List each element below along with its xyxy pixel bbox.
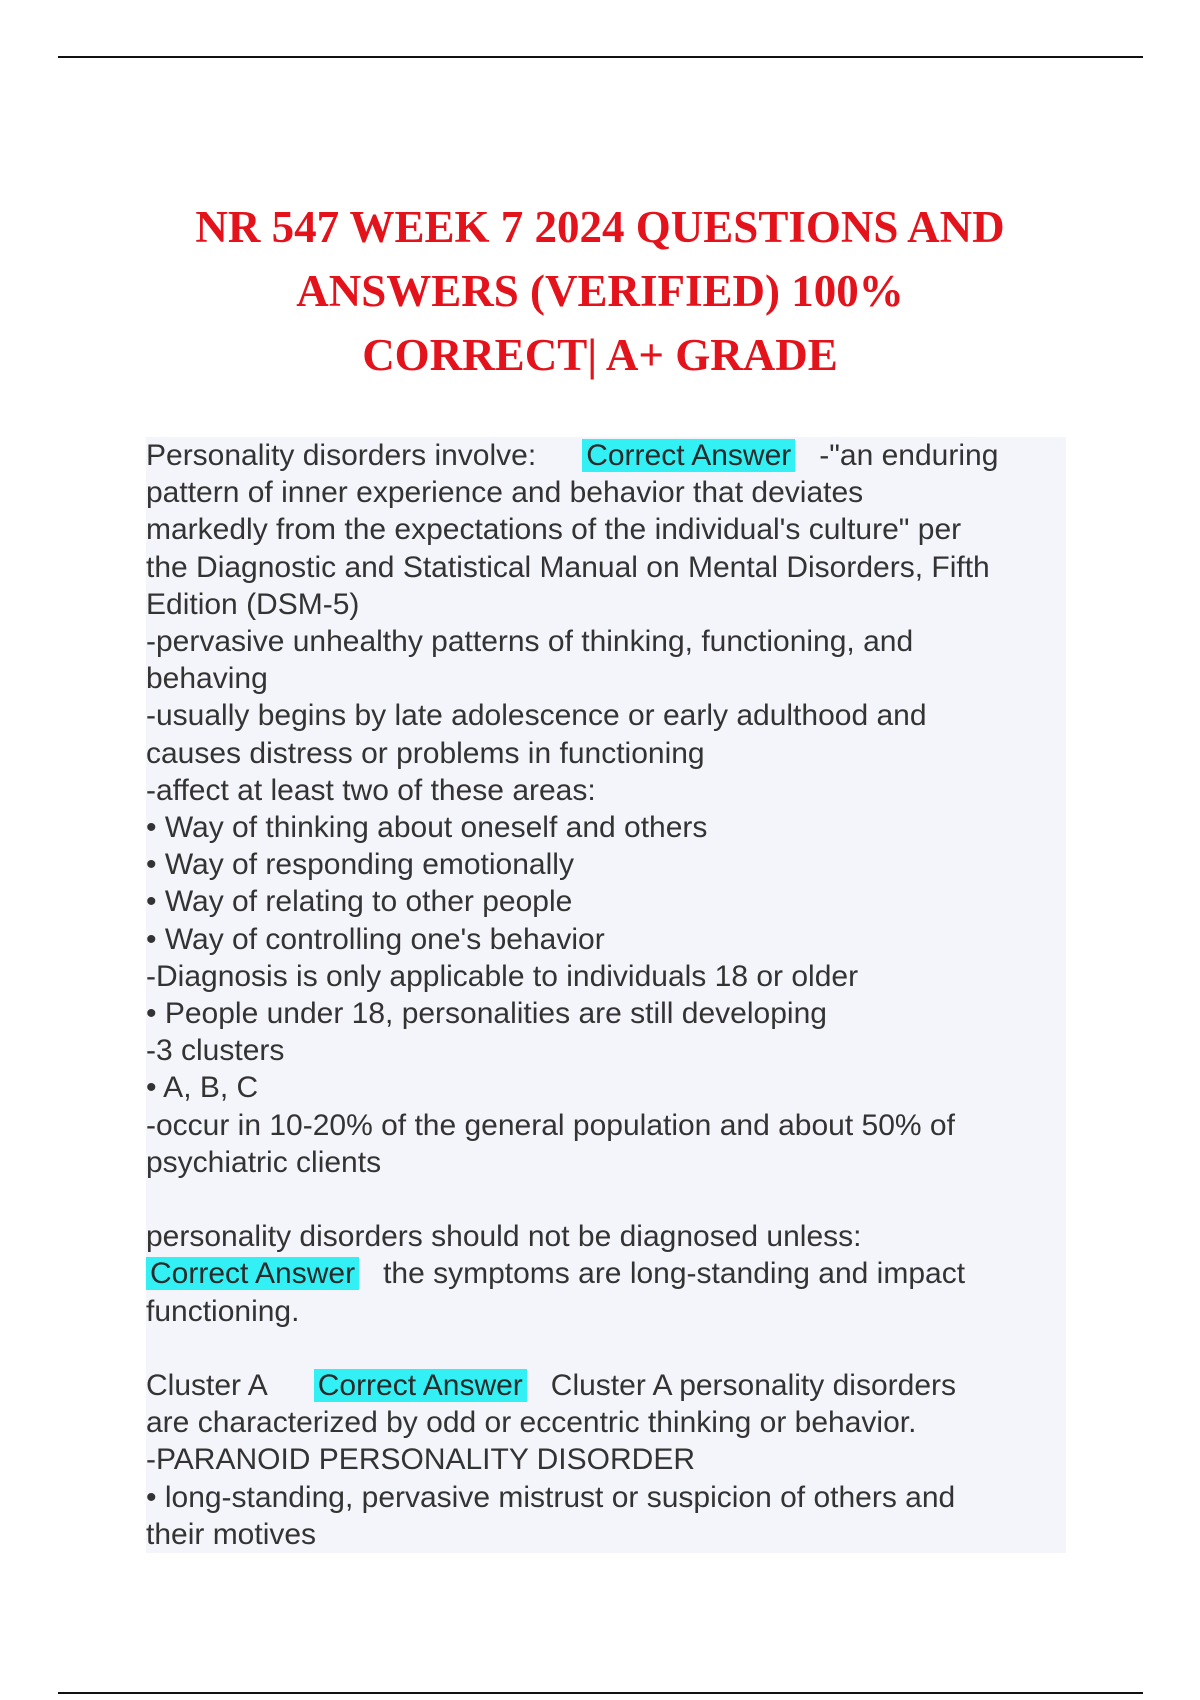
answer-text: Cluster A personality disorders	[550, 1369, 956, 1403]
answer-line: -PARANOID PERSONALITY DISORDER	[146, 1443, 695, 1477]
qa-item	[146, 1367, 1066, 1553]
qa-answer-line	[146, 1255, 1066, 1292]
answer-line: the Diagnostic and Statistical Manual on Mental Disorders, Fifth	[146, 550, 990, 584]
correct-answer-label: Correct Answer	[314, 1369, 527, 1402]
qa-item	[146, 1218, 1066, 1330]
answer-line: their motives	[146, 1517, 317, 1551]
answer-line: functioning.	[146, 1294, 300, 1328]
answer-line: -Diagnosis is only applicable to individuals 18 or older	[146, 959, 859, 993]
answer-line: • Way of responding emotionally	[146, 848, 574, 882]
top-rule	[58, 56, 1143, 58]
qa-item	[146, 437, 1066, 1181]
answer-line: markedly from the expectations of the individual's culture" per	[146, 513, 962, 547]
answer-line: -occur in 10-20% of the general population and about 50% of	[146, 1108, 955, 1142]
bottom-rule	[58, 1692, 1143, 1694]
answer-line: are characterized by odd or eccentric thinking or behavior.	[146, 1406, 917, 1440]
answer-line: -pervasive unhealthy patterns of thinking, functioning, and	[146, 625, 914, 659]
question-text: Personality disorders involve:	[146, 439, 537, 472]
title-line-1: NR 547 WEEK 7 2024 QUESTIONS AND	[195, 202, 1005, 252]
answer-line: • Way of thinking about oneself and others	[146, 811, 708, 845]
paragraph-gap	[146, 1181, 1066, 1218]
answer-line: Edition (DSM-5)	[146, 587, 360, 621]
answer-line: psychiatric clients	[146, 1145, 382, 1179]
answer-text: the symptoms are long-standing and impact	[383, 1257, 966, 1291]
answer-text: -"an enduring	[819, 439, 999, 472]
answer-line: -3 clusters	[146, 1034, 285, 1068]
qa-content	[146, 437, 1066, 1553]
answer-line: -affect at least two of these areas:	[146, 773, 596, 807]
answer-line: • Way of controlling one's behavior	[146, 922, 605, 956]
answer-line: • Way of relating to other people	[146, 885, 573, 919]
answer-line: causes distress or problems in functioning	[146, 736, 705, 770]
answer-line: -usually begins by late adolescence or early adulthood and	[146, 699, 927, 733]
answer-line: • A, B, C	[146, 1071, 259, 1105]
document-title	[100, 195, 1100, 387]
qa-first-line	[146, 1367, 1066, 1404]
title-line-3: CORRECT| A+ GRADE	[362, 330, 838, 380]
qa-first-line	[146, 437, 1066, 474]
question-text: personality disorders should not be diagnosed unless:	[146, 1220, 862, 1254]
answer-line: • long-standing, pervasive mistrust or suspicion of others and	[146, 1480, 956, 1514]
title-line-2: ANSWERS (VERIFIED) 100%	[296, 266, 904, 316]
question-text: Cluster A	[146, 1369, 268, 1403]
paragraph-gap	[146, 1330, 1066, 1367]
answer-line: pattern of inner experience and behavior that deviates	[146, 476, 864, 510]
answer-line: behaving	[146, 662, 268, 696]
correct-answer-label: Correct Answer	[582, 439, 795, 472]
answer-line: • People under 18, personalities are still developing	[146, 997, 827, 1031]
correct-answer-label: Correct Answer	[146, 1257, 359, 1290]
